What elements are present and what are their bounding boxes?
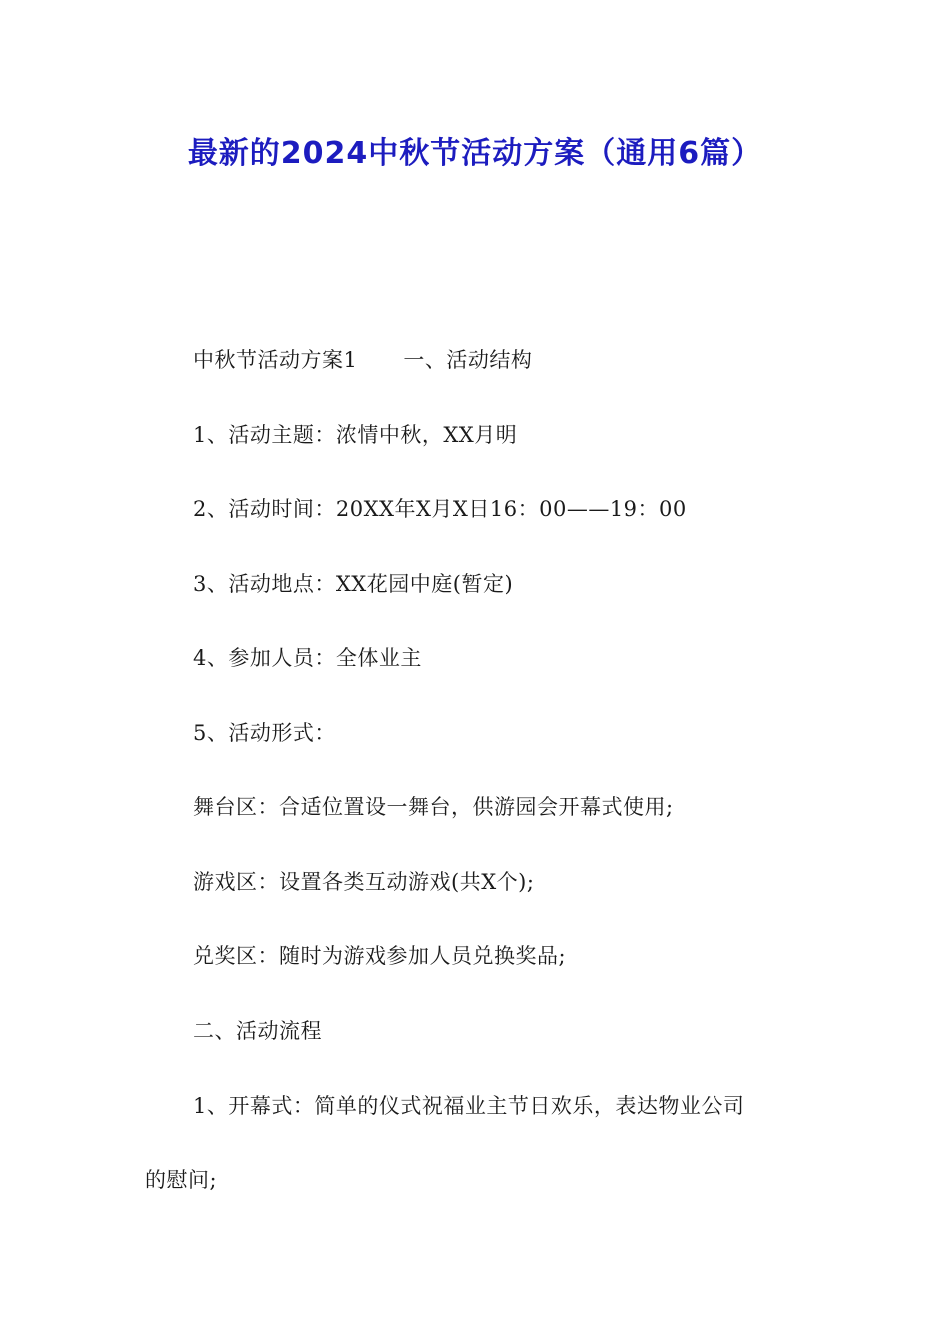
item-game-area: 游戏区：设置各类互动游戏(共X个);: [193, 870, 535, 894]
part-two-heading: 二、活动流程: [193, 1019, 322, 1043]
item-theme: 1、活动主题：浓情中秋，XX月明: [193, 423, 518, 447]
item-time: 2、活动时间：20XX年X月X日16：00——19：00: [193, 497, 687, 521]
item-prize-area: 兑奖区：随时为游戏参加人员兑换奖品;: [193, 944, 567, 968]
part-one-heading: 一、活动结构: [403, 348, 533, 372]
item-participants: 4、参加人员：全体业主: [193, 646, 422, 670]
section-heading-line: [193, 346, 532, 374]
paragraph-opening-line-2: 的慰问;: [145, 1168, 218, 1192]
item-format: 5、活动形式：: [193, 721, 336, 745]
document-title: 最新的2024中秋节活动方案（通用6篇）: [187, 136, 763, 171]
item-stage-area: 舞台区：合适位置设一舞台，供游园会开幕式使用;: [193, 795, 674, 819]
paragraph-opening-line-1: 1、开幕式：简单的仪式祝福业主节日欢乐，表达物业公司: [193, 1094, 745, 1118]
section-heading: 中秋节活动方案1: [193, 348, 358, 372]
item-location: 3、活动地点：XX花园中庭(暂定): [193, 572, 514, 596]
